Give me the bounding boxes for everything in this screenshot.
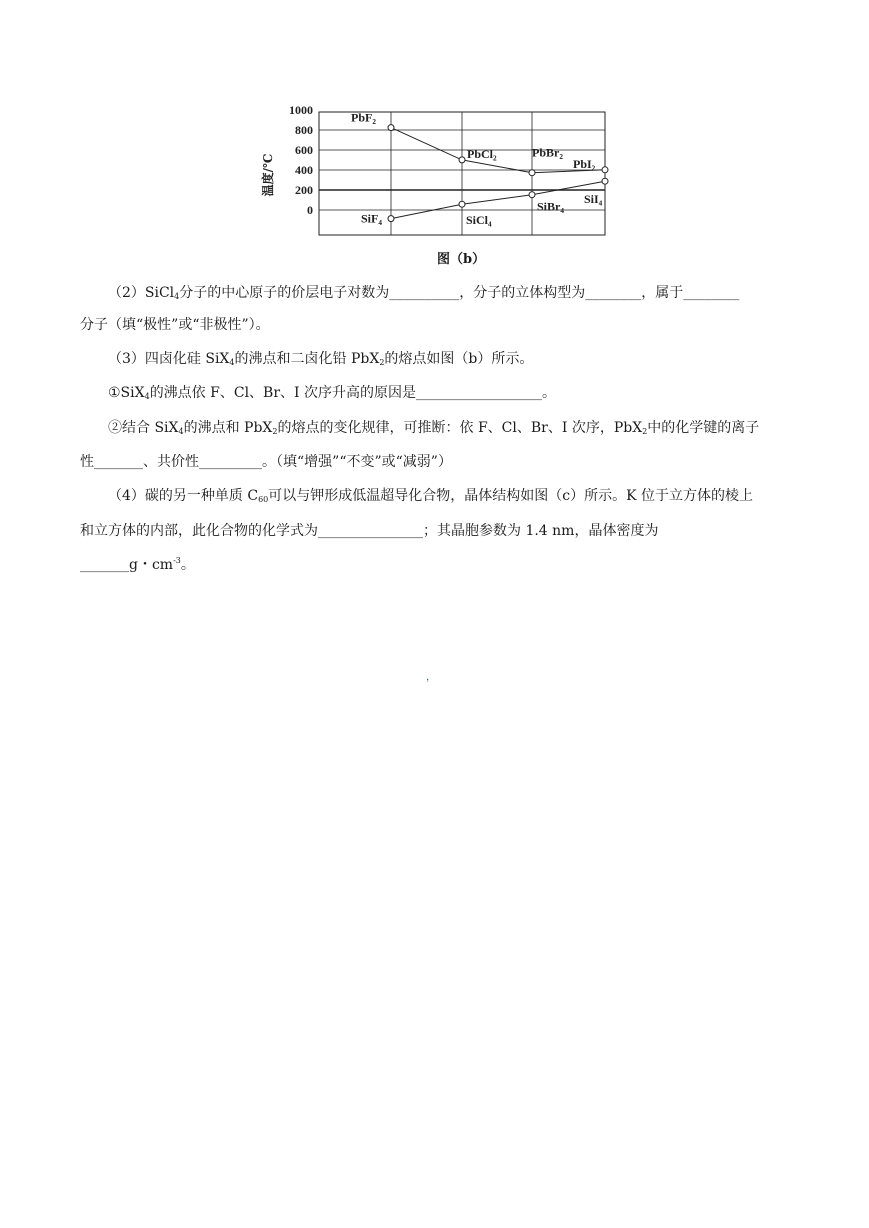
y-tick-label: 600 — [295, 143, 313, 157]
q2-text-b: 分子的中心原子的价层电子对数为__________，分子的立体构型为________，属于________ — [179, 285, 740, 301]
y-tick-label: 800 — [295, 123, 313, 137]
data-label: SiF₄ — [361, 211, 382, 226]
q31-subscript: 4 — [144, 392, 150, 401]
q3-text-a: （3）四卤化硅 SiX — [108, 351, 230, 367]
q3-text-b: 的沸点和二卤化铅 PbX — [234, 351, 380, 367]
q4-line3-text-a: _______g・cm — [80, 557, 174, 573]
q4-subscript: 60 — [258, 495, 269, 504]
question-2-line-1 — [108, 283, 828, 303]
data-point — [529, 192, 535, 198]
chart — [250, 100, 630, 250]
q32-subscript-1: 4 — [178, 427, 184, 436]
question-4-line-1 — [108, 486, 828, 506]
data-point — [459, 201, 465, 207]
data-label: SiCl₄ — [466, 213, 492, 228]
y-tick-label: 0 — [307, 203, 313, 217]
figure-b — [250, 100, 630, 270]
figure-caption: 图（b） — [437, 252, 486, 267]
q4-superscript: -3 — [173, 556, 181, 565]
q2-subscript: 4 — [174, 292, 180, 301]
question-4-line-2: 和立方体的内部，此化合物的化学式为_______________；其晶胞参数为 1.4 nm，晶体密度为 — [80, 523, 659, 539]
data-point — [529, 170, 535, 176]
y-tick-label: 400 — [295, 163, 313, 177]
q4-text-b: 可以与钾形成低温超导化合物，晶体结构如图（c）所示。K 位于立方体的棱上 — [268, 488, 754, 504]
q32-text-d: 中的化学键的离子 — [647, 420, 760, 436]
q2-text-a: （2）SiCl — [108, 285, 175, 301]
q4-text-a: （4）碳的另一种单质 C — [108, 488, 259, 504]
data-label: SiI₄ — [584, 192, 603, 207]
y-axis-label: 温度/℃ — [261, 153, 275, 197]
q31-text-b: 的沸点依 F、Cl、Br、I 次序升高的原因是__________________。 — [149, 385, 557, 401]
q32-text-b: 的沸点和 PbX — [183, 420, 273, 436]
y-tick-label: 200 — [295, 183, 313, 197]
data-label: PbCl₂ — [467, 146, 497, 161]
data-label: PbI₂ — [573, 156, 596, 171]
question-3-1 — [108, 383, 828, 403]
question-4-line-3 — [80, 555, 800, 575]
question-3 — [108, 349, 828, 369]
data-point — [602, 178, 608, 184]
question-3-2-line-2: 性_______、共价性_________。（填“增强”“不变”或“减弱”） — [80, 454, 452, 470]
data-label: PbF₂ — [351, 110, 376, 125]
q32-text-a: ②结合 SiX — [108, 420, 179, 436]
q32-text-c: 的熔点的变化规律，可推断：依 F、Cl、Br、I 次序，PbX — [277, 420, 643, 436]
stray-mark: ， — [426, 672, 436, 683]
q3-text-c: 的熔点如图（b）所示。 — [384, 351, 534, 367]
q31-text-a: ①SiX — [108, 385, 145, 401]
q32-subscript-3: 2 — [642, 427, 648, 436]
data-point — [602, 167, 608, 173]
y-tick-label: 1000 — [289, 103, 313, 117]
q32-subscript-2: 2 — [272, 427, 278, 436]
q4-line3-text-b: 。 — [180, 557, 195, 573]
data-point — [388, 216, 394, 222]
data-point — [388, 125, 394, 131]
series-line-SiX4 — [391, 181, 605, 218]
q3-subscript-1: 4 — [229, 358, 235, 367]
q3-subscript-2: 2 — [379, 358, 385, 367]
question-3-2-line-1 — [108, 418, 828, 438]
data-label: PbBr₂ — [532, 145, 563, 160]
data-label: SiBr₄ — [537, 199, 564, 214]
data-point — [459, 157, 465, 163]
question-2-line-2: 分子（填“极性”或“非极性”）。 — [80, 317, 270, 333]
